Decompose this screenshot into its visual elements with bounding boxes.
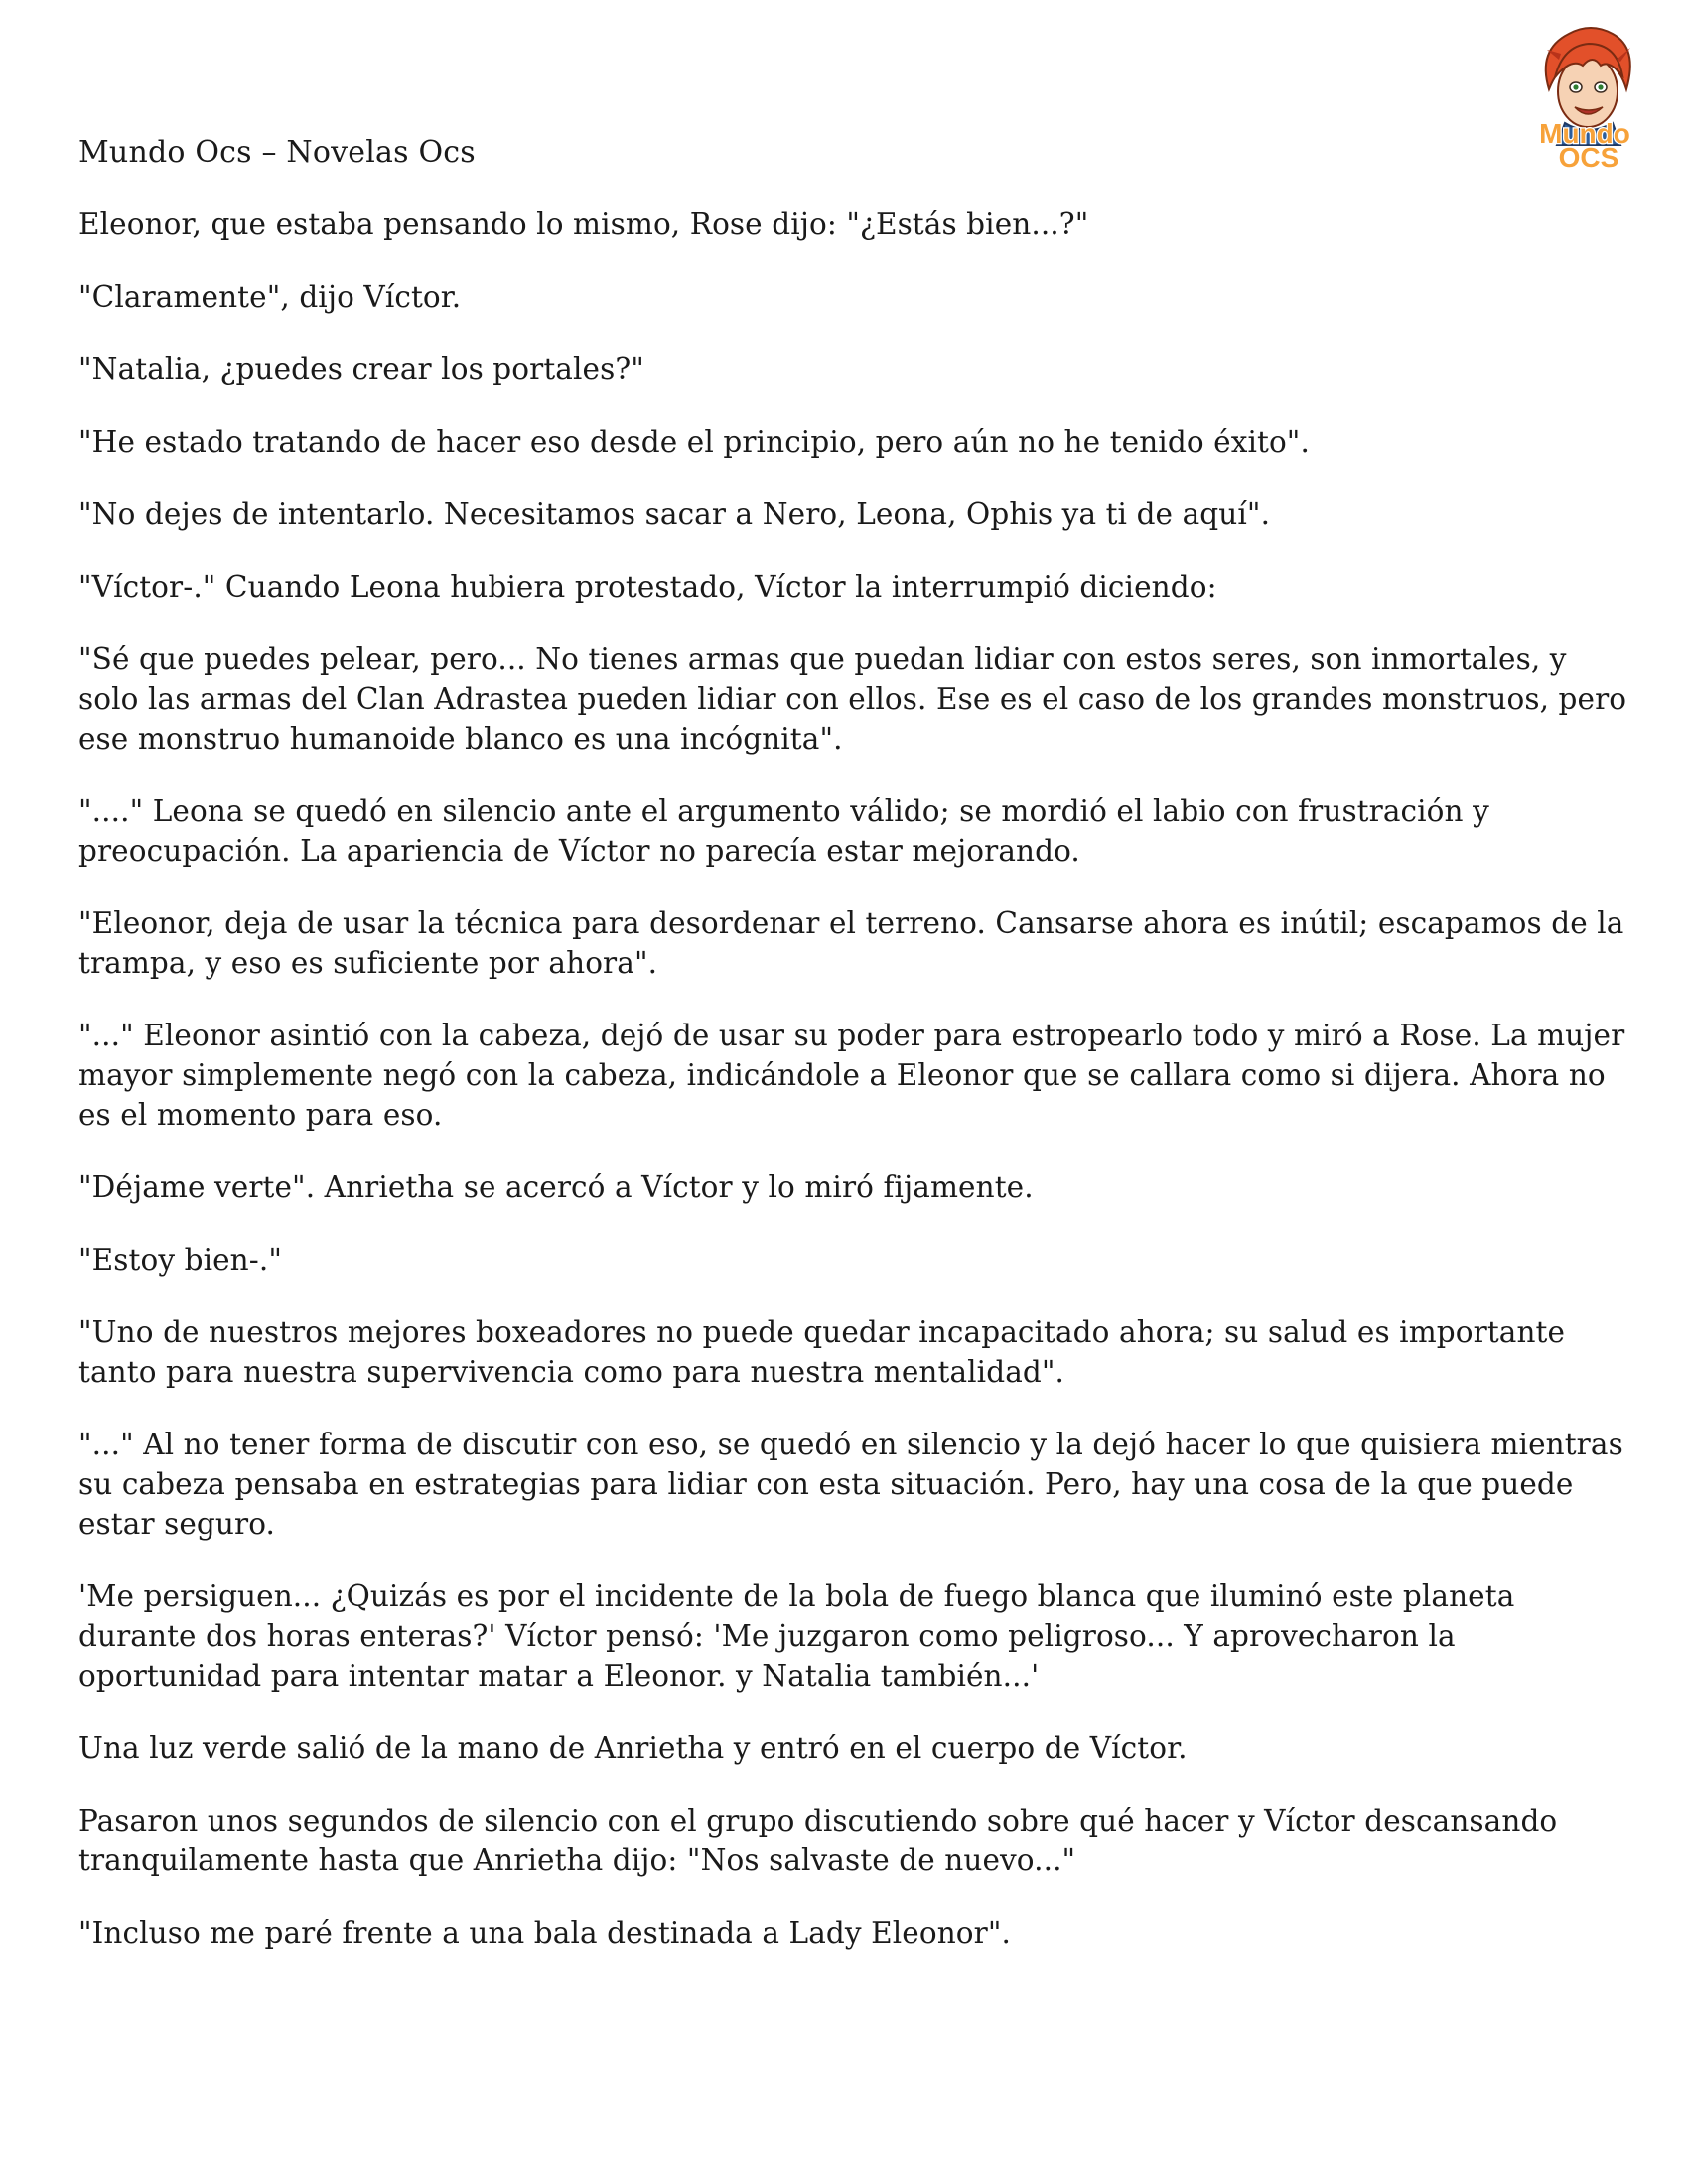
document-page (78, 133, 1627, 1985)
svg-text:OCS: OCS (1558, 142, 1619, 173)
svg-text:Mundo: Mundo (1539, 118, 1630, 149)
paragraph: "Uno de nuestros mejores boxeadores no puede quedar incapacitado ahora; su salud es importante tanto para nuestra supervivencia como para nuestra mentalidad". (78, 1315, 1566, 1389)
paragraph: "Natalia, ¿puedes crear los portales?" (78, 352, 644, 386)
paragraph: "No dejes de intentarlo. Necesitamos sacar a Nero, Leona, Ophis ya ti de aquí". (78, 497, 1271, 531)
document-header: Mundo Ocs – Novelas Ocs (78, 135, 476, 170)
paragraph: "Sé que puedes pelear, pero... No tienes armas que puedan lidiar con estos seres, son inmortales, y solo las armas del Clan Adrastea pueden lidiar con ellos. Ese es el caso de los grandes monstruos, pero ese monstruo humanoide blanco es una incógnita". (78, 642, 1627, 755)
paragraph: "Claramente", dijo Víctor. (78, 280, 462, 314)
paragraph: 'Me persiguen... ¿Quizás es por el incidente de la bola de fuego blanca que iluminó este planeta durante dos horas enteras?' Víctor pensó: 'Me juzgaron como peligroso... Y aprovecharon la oportunidad para intentar matar a Eleonor. y Natalia también...' (78, 1579, 1515, 1693)
paragraph: "Víctor-." Cuando Leona hubiera protestado, Víctor la interrumpió diciendo: (78, 570, 1217, 604)
paragraph: "Eleonor, deja de usar la técnica para desordenar el terreno. Cansarse ahora es inútil; escapamos de la trampa, y eso es suficiente por ahora". (78, 906, 1624, 980)
paragraph: "..." Eleonor asintió con la cabeza, dejó de usar su poder para estropearlo todo y miró a Rose. La mujer mayor simplemente negó con la cabeza, indicándole a Eleonor que se callara como si dijera. Ahora no es el momento para eso. (78, 1019, 1625, 1132)
paragraph: "Incluso me paré frente a una bala destinada a Lady Eleonor". (78, 1916, 1012, 1950)
paragraph: "Déjame verte". Anrietha se acercó a Víctor y lo miró fijamente. (78, 1170, 1034, 1204)
paragraph: "Estoy bien-." (78, 1243, 282, 1277)
paragraph: Eleonor, que estaba pensando lo mismo, Rose dijo: "¿Estás bien...?" (78, 207, 1089, 241)
paragraph: Pasaron unos segundos de silencio con el grupo discutiendo sobre qué hacer y Víctor descansando tranquilamente hasta que Anrietha dijo: "Nos salvaste de nuevo..." (78, 1804, 1558, 1877)
paragraph: "He estado tratando de hacer eso desde el principio, pero aún no he tenido éxito". (78, 425, 1310, 459)
paragraph: "..." Al no tener forma de discutir con eso, se quedó en silencio y la dejó hacer lo que quisiera mientras su cabeza pensaba en estrategias para lidiar con esta situación. Pero, hay una cosa de la que puede estar seguro. (78, 1428, 1623, 1541)
paragraph: Una luz verde salió de la mano de Anrietha y entró en el cuerpo de Víctor. (78, 1731, 1188, 1765)
paragraph: "...." Leona se quedó en silencio ante el argumento válido; se mordió el labio con frustración y preocupación. La apariencia de Víctor no parecía estar mejorando. (78, 794, 1489, 868)
